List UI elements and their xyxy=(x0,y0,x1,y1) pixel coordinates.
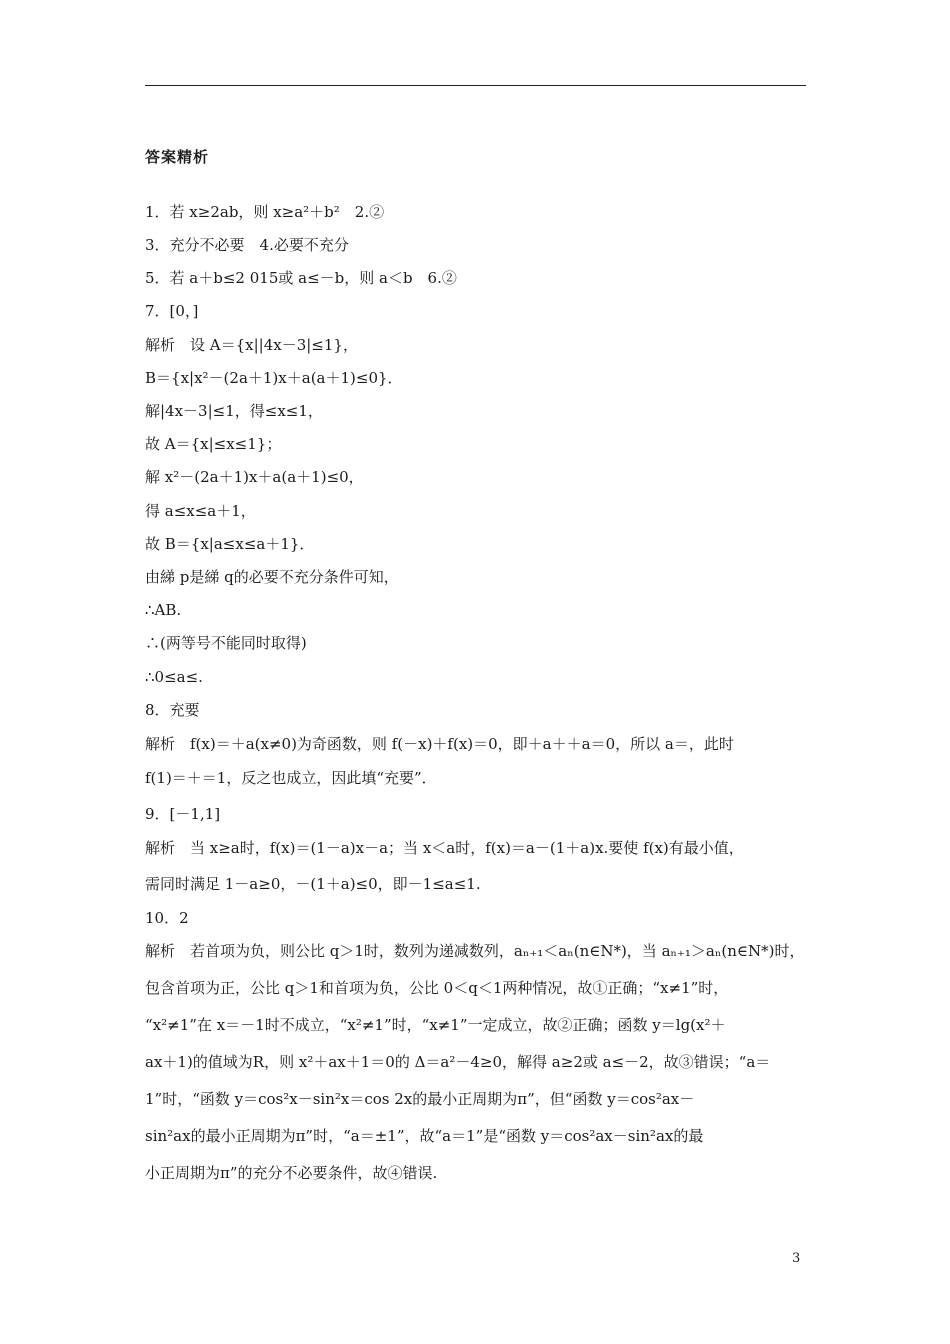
answer-line: 解|4x－3|≤1，得≤x≤1， xyxy=(145,402,323,420)
answer-line: 8．充要 xyxy=(145,701,200,719)
answer-line: 包含首项为正，公比 q＞1和首项为负，公比 0＜q＜1两种情况，故①正确；“x≠1”时， xyxy=(145,979,729,997)
answer-line: 7．[0，] xyxy=(145,302,199,320)
section-heading: 答案精析 xyxy=(145,148,210,166)
answer-line: f(1)＝＋＝1，反之也成立，因此填“充要”． xyxy=(145,769,437,787)
answer-line: ∴AB. xyxy=(145,601,182,619)
answer-line: 解析 若首项为负，则公比 q＞1时，数列为递减数列，aₙ₊₁＜aₙ(n∈N*)，当 aₙ₊₁＞aₙ(n∈N*)时， xyxy=(145,942,805,960)
header-rule xyxy=(145,85,806,86)
page-number: 3 xyxy=(792,1251,801,1266)
answer-line: ∴(两等号不能同时取得) xyxy=(145,634,307,652)
answer-line: 解析 当 x≥a时，f(x)＝(1－a)x－a；当 x＜a时，f(x)＝a－(1＋a)x.要使 f(x)有最小值， xyxy=(145,839,744,857)
answer-line: 5．若 a＋b≤2 015或 a≤－b，则 a＜b 6.② xyxy=(145,269,457,287)
answer-line: 1”时，“函数 y＝cos²x－sin²x＝cos 2x的最小正周期为π”，但“函数 y＝cos²ax－ xyxy=(145,1090,695,1108)
answer-line: 故 A＝{x|≤x≤1}； xyxy=(145,435,282,453)
answer-line: 10．2 xyxy=(145,909,189,927)
answer-line: 3．充分不必要 4.必要不充分 xyxy=(145,236,349,254)
answer-line: ax＋1)的值域为R，则 x²＋ax＋1＝0的 Δ＝a²－4≥0，解得 a≥2或 a≤－2，故③错误；“a＝ xyxy=(145,1053,771,1071)
answer-line: 解 x²－(2a＋1)x＋a(a＋1)≤0， xyxy=(145,468,364,486)
answer-line: 解析 f(x)＝＋a(x≠0)为奇函数，则 f(－x)＋f(x)＝0，即＋a＋＋a＝0，所以 a＝，此时 xyxy=(145,735,734,753)
answer-line: 小正周期为π”的充分不必要条件，故④错误. xyxy=(145,1164,438,1182)
answer-line: 9．[－1,1] xyxy=(145,805,221,823)
answer-line: 由綈 p是綈 q的必要不充分条件可知， xyxy=(145,568,399,586)
answer-line: 故 B＝{x|a≤x≤a＋1}． xyxy=(145,535,315,553)
answer-line: 1．若 x≥2ab，则 x≥a²＋b² 2.② xyxy=(145,203,385,221)
answer-line: “x²≠1”在 x＝－1时不成立，“x²≠1”时，“x≠1”一定成立，故②正确；函数 y＝lg(x²＋ xyxy=(145,1016,726,1034)
answer-line: sin²ax的最小正周期为π”时，“a＝±1”，故“a＝1”是“函数 y＝cos²ax－sin²ax的最 xyxy=(145,1127,704,1145)
answer-line: 需同时满足 1－a≥0，－(1＋a)≤0，即－1≤a≤1. xyxy=(145,875,481,893)
answer-line: ∴0≤a≤. xyxy=(145,668,203,686)
answer-line: B＝{x|x²－(2a＋1)x＋a(a＋1)≤0}． xyxy=(145,369,403,387)
answer-line: 解析 设 A＝{x||4x－3|≤1}， xyxy=(145,336,358,354)
answer-line: 得 a≤x≤a＋1， xyxy=(145,502,256,520)
